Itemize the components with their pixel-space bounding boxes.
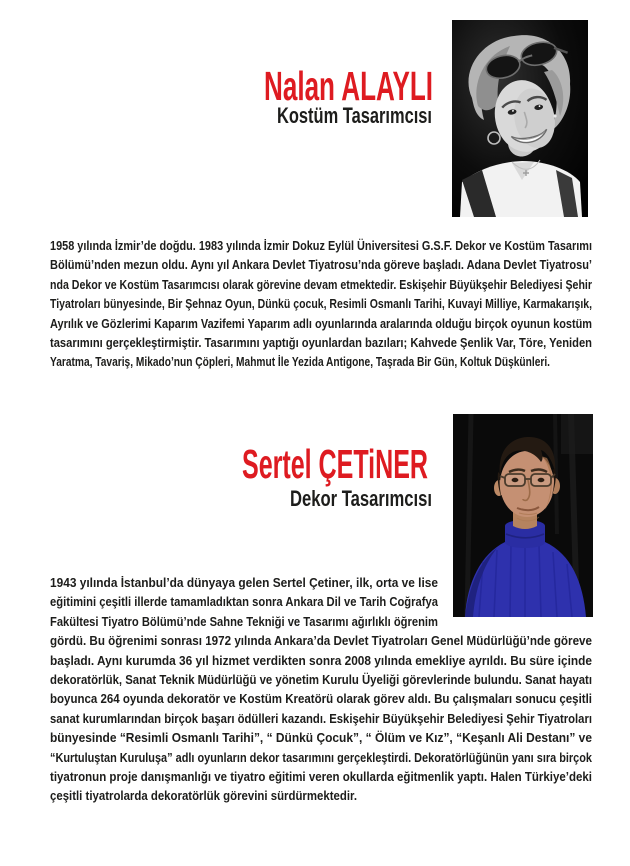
section-title-nalan	[264, 63, 530, 109]
subtitle-text: Dekor Tasarımcısı	[290, 486, 432, 511]
bio-line: Ayrılık ve Gözlerimi Kaparım Vazifemi Yaparım adlı oyunlarında aralarında olduğu birçok oyunun kostüm	[50, 315, 592, 331]
bio-line: gördü. Bu öğrenimi sonrası 1972 yılında Ankara’da Devlet Tiyatroları Genel Müdürlüğü’nde göreve	[50, 633, 592, 649]
bio-line: tiyatronun proje danışmanlığı ve tiyatro eğitimi veren okullarda eğitmenlik yaptı. Halen Türkiye’deki	[50, 768, 592, 784]
bio-line: 1958 yılında İzmir’de doğdu. 1983 yılında İzmir Dokuz Eylül Üniversitesi G.S.F. Dekor ve Kostüm Tasarımı	[50, 238, 592, 253]
bio-paragraph-nalan	[50, 237, 592, 373]
bio-line: sanat kurumlarından birçok başarı ödülleri kazandı. Eskişehir Büyükşehir Belediyesi Şehir Tiyatroları	[50, 710, 592, 726]
section-subtitle-nalan	[277, 105, 484, 127]
title-text: Sertel ÇETiNER	[242, 441, 428, 487]
section-subtitle-sertel	[290, 488, 478, 510]
bio-line: Bölümü’nden mezun oldu. Aynı yıl Ankara Devlet Tiyatrosu’nda göreve başladı. Adana Devlet Tiyatrosu’	[50, 257, 592, 273]
bio-line: tasarımını gerçekleştirmiştir. Tasarımını yaptığı oyunlardan bazıları; Kahvede Şenlik Var, Töre, Yeniden	[50, 334, 592, 350]
bio-line: bünyesinde “Resimli Osmanlı Tarihi”, “ Dünkü Çocuk”, “ Ölüm ve Kız”, “Keşanlı Ali Destanı” ve	[50, 730, 592, 746]
title-text: Nalan ALAYLI	[264, 63, 433, 109]
bio-line: Tiyatroları bünyesinde, Bir Şehnaz Oyun, Dünkü çocuk, Resimli Osmanlı Tarihi, Kuvayi Milliye, Karmakarışık,	[50, 296, 592, 312]
subtitle-text: Kostüm Tasarımcısı	[277, 103, 432, 128]
section-title-sertel	[242, 441, 547, 487]
bio-line: çeşitli tiyatrolarda dekoratörlük görevini sürdürmektedir.	[50, 788, 357, 804]
bio-line: dekoratörlük, Sanat Teknik Müdürlüğü ve yönetim Kurulu Üyeliği görevlerinde bulundu. Sanat hayatı	[50, 671, 592, 687]
bio-line: boyunca 264 oyunda dekoratör ve Kostüm Kreatörü olarak görev aldı. Bu çalışmaları sonucu çeşitli	[50, 691, 592, 707]
bio-paragraph-sertel	[50, 574, 592, 807]
bio-line: eğitimini çeşitli illerde tamamladıktan sonra Ankara Dil ve Tarih Coğrafya	[50, 594, 438, 610]
bio-line: nda Dekor ve Kostüm Tasarımcısı olarak görevine devam etmektedir. Eskişehir Büyükşehir Belediyesi Şehir	[50, 276, 592, 292]
bio-line: Fakültesi Tiyatro Bölümü’nde Sahne Tekniği ve Tasarımı ağırlıklı öğrenim	[50, 613, 438, 629]
bio-line: Yaratma, Tavariş, Mikado’nun Çöpleri, Mahmut İle Yezida Antigone, Taşrada Bir Gün, Koltuk Düşkünleri.	[50, 354, 550, 370]
bio-line: “Kurtuluştan Kuruluşa” adlı oyunların dekor tasarımını gerçekleştirdi. Dekoratörlüğünün yanı sıra birçok	[50, 749, 592, 765]
bio-line: 1943 yılında İstanbul’da dünyaya gelen Sertel Çetiner, ilk, orta ve lise	[50, 575, 438, 590]
bio-line: başladı. Aynı kurumda 36 yıl hizmet verdikten sonra 2008 yılında emekliye ayrıldı. Bu süre içinde	[50, 652, 592, 668]
